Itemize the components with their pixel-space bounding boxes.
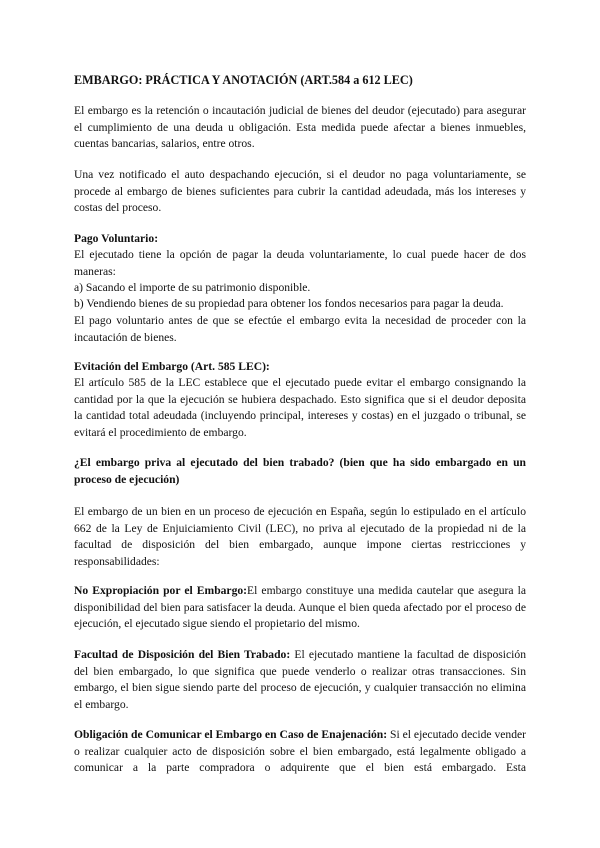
facultad-text: El ejecutado mantiene la facultad de disposición del bien embargado, lo que significa que puede venderlo o realizar otras transacciones. Sin embargo, el bien sigue siendo parte del proceso de ejecución, y cualquier transacción no elimina el embargo.	[74, 648, 526, 711]
question-text: El embargo de un bien en un proceso de ejecución en España, según lo estipulado en el artículo 662 de la Ley de Enjuiciamiento Civil (LEC), no priva al ejecutado de la propiedad ni de la facultad de disposición del bien embargado, aunque impone ciertas restricciones y responsabilidades:	[74, 505, 526, 568]
facultad-label: Facultad de Disposición del Bien Trabado:	[74, 648, 291, 661]
no-expropiacion-label: No Expropiación por el Embargo:	[74, 584, 248, 597]
pago-closing: El pago voluntario antes de que se efectúe el embargo evita la necesidad de proceder con la incautación de bienes.	[74, 314, 526, 344]
evitacion-text: El artículo 585 de la LEC establece que el ejecutado puede evitar el embargo consignando la cantidad por la que la ejecución se hubiera despachado. Esto significa que si el deudor deposita la cantidad total adeudada (incluyendo principal, intereses y costas) en el juzgado o tribunal, se evitará el procedimiento de embargo.	[74, 376, 526, 439]
document-title: EMBARGO: PRÁCTICA Y ANOTACIÓN (ART.584 a 612 LEC)	[74, 73, 413, 87]
no-expropiacion-text: El embargo constituye una medida cautelar que asegura la disponibilidad del bien para satisfacer la deuda. Aunque el bien queda afectado por el proceso de ejecución, el ejecutado sigue siendo el propietario del mismo.	[74, 584, 526, 630]
pago-voluntario-heading: Pago Voluntario:	[74, 232, 159, 245]
obligacion-label: Obligación de Comunicar el Embargo en Caso de Enajenación:	[74, 728, 388, 741]
obligacion-text: Si el ejecutado decide vender o realizar cualquier acto de disposición sobre el bien embargado, está legalmente obligado a comunicar a la parte compradora o adquirente que el bien está embargado. Esta	[74, 728, 526, 774]
no-expropiacion-paragraph	[74, 583, 526, 633]
intro-paragraph-1: El embargo es la retención o incautación judicial de bienes del deudor (ejecutado) para asegurar el cumplimiento de una deuda u obligación. Esta medida puede afectar a bienes inmuebles, cuentas bancarias, salarios, entre otros.	[74, 104, 526, 150]
pago-option-a: a) Sacando el importe de su patrimonio disponible.	[74, 281, 311, 294]
facultad-paragraph	[74, 647, 526, 713]
question-heading: ¿El embargo priva al ejecutado del bien trabado? (bien que ha sido embargado en un proceso de ejecución)	[74, 456, 526, 486]
pago-voluntario-text: El ejecutado tiene la opción de pagar la deuda voluntariamente, lo cual puede hacer de dos maneras:	[74, 248, 526, 278]
obligacion-paragraph	[74, 727, 526, 777]
intro-paragraph-2: Una vez notificado el auto despachando ejecución, si el deudor no paga voluntariamente, se procede al embargo de bienes suficientes para cubrir la cantidad adeudada, más los intereses y costas del proceso.	[74, 168, 526, 214]
pago-option-b: b) Vendiendo bienes de su propiedad para obtener los fondos necesarios para pagar la deuda.	[74, 297, 504, 310]
evitacion-heading: Evitación del Embargo (Art. 585 LEC):	[74, 360, 270, 373]
